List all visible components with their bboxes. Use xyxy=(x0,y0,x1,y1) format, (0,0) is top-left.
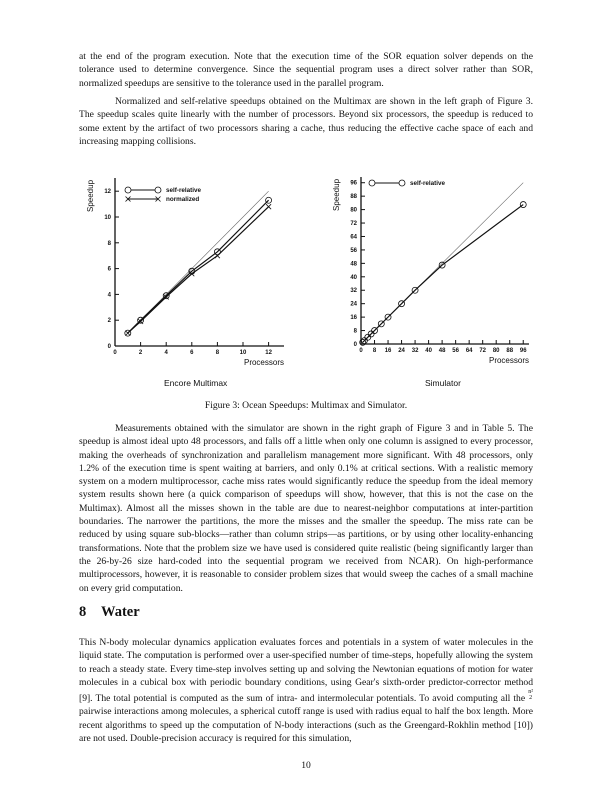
x-tick-label: 6 xyxy=(190,350,194,356)
paragraph-text-part: This N-body molecular dynamics application evaluates forces and potentials in a system of water molecules in the liquid state. The computation is performed over a user-specified number of time-steps, hopefully allowing the system to reach a steady state. Every time-step involves setting up and solving the Newtonian equations of motion for water molecules in a cubical box with periodic boundary conditions, using Gear's sixth-order predictor-corrector method [9]. The total potential is computed as the sum of intra- and intermolecular potentials. To avoid computing all the xyxy=(79,637,533,705)
x-tick-label: 40 xyxy=(425,348,432,354)
x-tick-label: 0 xyxy=(113,350,117,356)
y-tick-label: 88 xyxy=(350,194,357,201)
series-line-normalized xyxy=(128,207,269,333)
y-tick-label: 4 xyxy=(107,292,111,299)
y-tick-label: 6 xyxy=(107,266,111,273)
y-tick-label: 32 xyxy=(350,288,357,295)
y-tick-label: 72 xyxy=(350,221,357,228)
left-chart-label: Encore Multimax xyxy=(164,378,228,388)
fraction-numerator: n² xyxy=(528,689,533,696)
figure-caption: Figure 3: Ocean Speedups: Multimax and Simulator. xyxy=(204,400,408,411)
paragraph-sor-tolerance: at the end of the program execution. Note that the execution time of the SOR equation solver depends on the tolerance used to determine convergence. Since the sequential program uses a direct solver rather than SOR, normalized speedups are sensitive to the tolerance used in the parallel program. xyxy=(79,51,533,89)
y-tick-label: 8 xyxy=(107,240,111,247)
legend-circle-marker xyxy=(399,180,405,186)
x-tick-label: 4 xyxy=(164,350,168,356)
x-axis-label: Processors xyxy=(488,356,529,365)
paragraph-multimax-speedups: Normalized and self-relative speedups obtained on the Multimax are shown in the left graph of Figure 3. The speedup scales quite linearly with the number of processors. Beyond six processors, the speedup is reduced to some extent by the artifact of two processors sharing a cache, thus reducing the effective cache space of each and increasing mapping collisions. xyxy=(79,96,533,147)
x-tick-label: 12 xyxy=(265,350,272,356)
x-tick-label: 24 xyxy=(398,348,405,354)
x-tick-label: 96 xyxy=(519,348,527,354)
x-tick-label: 10 xyxy=(239,350,247,356)
x-tick-label: 80 xyxy=(492,348,500,354)
legend-label: self-relative xyxy=(166,187,202,194)
y-tick-label: 2 xyxy=(107,318,111,325)
x-tick-label: 72 xyxy=(479,348,487,354)
right-chart-label: Simulator xyxy=(425,378,461,388)
y-tick-label: 0 xyxy=(353,342,357,348)
x-tick-label: 8 xyxy=(372,348,377,354)
y-tick-label: 40 xyxy=(350,274,357,281)
x-axis-label: Processors xyxy=(243,358,284,367)
y-axis-label: Speedup xyxy=(332,178,341,212)
legend-circle-marker xyxy=(155,187,161,193)
x-tick-label: 88 xyxy=(506,348,514,354)
x-tick-label: 56 xyxy=(452,348,459,354)
y-tick-label: 64 xyxy=(350,234,357,241)
y-tick-label: 0 xyxy=(107,344,111,350)
x-tick-label: 64 xyxy=(465,348,473,354)
paragraph-simulator-measurements: Measurements obtained with the simulator are shown in the right graph of Figure 3 and in Table 5. The speedup is almost ideal upto 48 processors, and falls off a little when only one column is assigned to every processor, making the overheads of synchronization and parallelism management more significant. With 48 processors, only 1.2% of the execution time is spent waiting at barriers, and only 0.1% at critical sections. With a realistic memory system on a modern multiprocessor, cache miss rates would significantly reduce the speedup from the ideal memory system results shown here (a quick comparison of speedups will show, however, that this is not the case on the Multimax). Almost all the misses shown in the table are due to nearest-neighbor computations at inter-partition boundaries. The narrower the partitions, the more the misses and the smaller the speedup. The miss rate can be reduced by using square sub-blocks—rather than column strips—as partitions, or by using other locality-enhancing transformations. Note that the problem size we have used is considered quite realistic (being significantly larger than the 26-by-26 size hard-coded into the sequential program we received from NCAR). On high-performance multiprocessors, however, it is reasonable to consider problem sizes that would sweep the caches of a small machine on every grid computation. xyxy=(79,423,533,594)
x-tick-label: 48 xyxy=(438,348,446,354)
x-tick-label: 2 xyxy=(138,350,143,356)
series-line-self-relative xyxy=(363,205,524,343)
section-heading xyxy=(79,604,140,621)
y-axis-label: Speedup xyxy=(86,179,95,213)
section-number: 8 xyxy=(79,604,87,620)
x-tick-label: 32 xyxy=(411,348,419,354)
right-speedup-chart xyxy=(332,177,529,365)
y-tick-label: 24 xyxy=(350,301,357,308)
y-tick-label: 16 xyxy=(350,315,357,322)
legend-label: normalized xyxy=(166,196,200,203)
x-tick-label: 8 xyxy=(215,350,220,356)
legend-circle-marker xyxy=(369,180,375,186)
y-tick-label: 96 xyxy=(350,180,357,187)
legend-label: self-relative xyxy=(410,180,446,187)
x-tick-label: 0 xyxy=(359,348,363,354)
page-number: 10 xyxy=(301,760,311,771)
paragraph-water-description xyxy=(79,636,533,745)
section-title: Water xyxy=(101,604,140,620)
fraction-denominator: 2 xyxy=(529,695,533,702)
fraction-n-squared-over-2 xyxy=(528,689,533,701)
y-tick-label: 48 xyxy=(350,261,357,268)
paragraph-text-part: pairwise interactions among molecules, a spherical cutoff range is used with radius equal to half the box length. More recent algorithms to speed up the computation of N-body interactions (such as the Greengard-Rokhlin method [10]) are not used. Double-precision accuracy is required for this simulation, xyxy=(79,706,533,745)
y-tick-label: 12 xyxy=(104,189,111,196)
left-speedup-chart xyxy=(86,178,284,367)
y-tick-label: 80 xyxy=(350,207,357,214)
legend-circle-marker xyxy=(125,187,131,193)
x-tick-label: 16 xyxy=(384,348,392,354)
y-tick-label: 56 xyxy=(350,247,357,254)
y-tick-label: 10 xyxy=(104,215,111,221)
y-tick-label: 8 xyxy=(353,328,357,335)
